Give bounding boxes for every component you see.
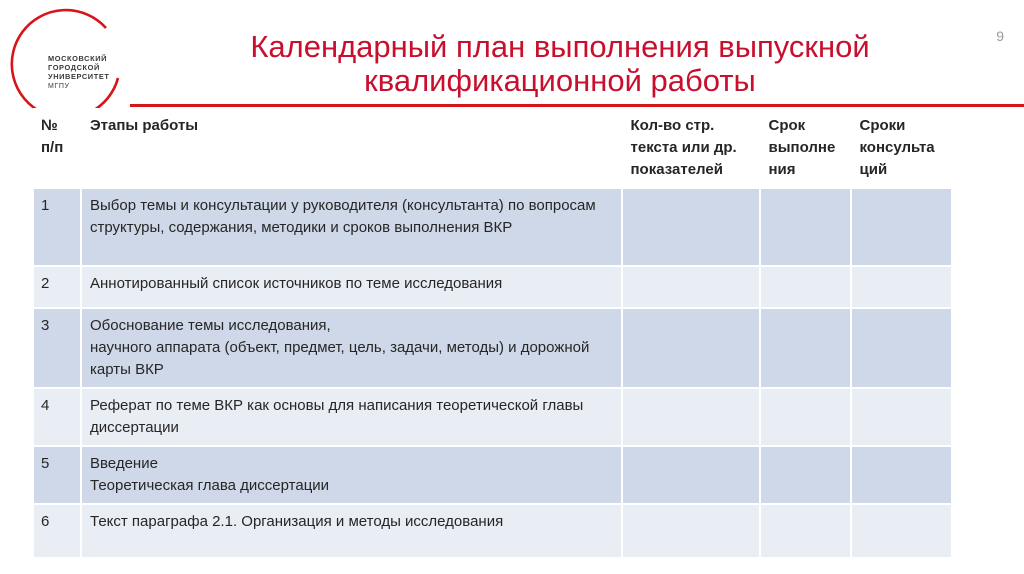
- row-deadline: [760, 266, 851, 308]
- row-stage-line: Обоснование темы исследования,: [90, 317, 331, 334]
- row-stage-line: Введение: [90, 455, 158, 472]
- row-num: 2: [33, 266, 81, 308]
- logo-line: МОСКОВСКИЙ: [48, 54, 108, 63]
- logo-line: МГПУ: [48, 82, 70, 90]
- row-deadline: [760, 446, 851, 504]
- row-consult: [851, 446, 952, 504]
- row-pages: [622, 188, 760, 266]
- row-stage: [81, 446, 622, 504]
- row-num: 6: [33, 504, 81, 558]
- title-divider: [130, 104, 1024, 107]
- table-row: [33, 188, 952, 266]
- row-consult: [851, 266, 952, 308]
- row-consult: [851, 504, 952, 558]
- page-number: 9: [996, 28, 1004, 44]
- header-consult: Сроки консульта ций: [851, 108, 952, 188]
- table-row: [33, 388, 952, 446]
- table-row: [33, 308, 952, 388]
- row-stage: Реферат по теме ВКР как основы для написания теоретической главы диссертации: [81, 388, 622, 446]
- table-header-row: [33, 108, 952, 188]
- header-pages: Кол-во стр. текста или др. показателей: [622, 108, 760, 188]
- row-stage: Выбор темы и консультации у руководителя (консультанта) по вопросам структуры, содержания, методики и сроков выполнения ВКР: [81, 188, 622, 266]
- row-pages: [622, 504, 760, 558]
- row-consult: [851, 188, 952, 266]
- row-num: 3: [33, 308, 81, 388]
- row-pages: [622, 266, 760, 308]
- row-consult: [851, 308, 952, 388]
- row-num: 1: [33, 188, 81, 266]
- header-deadline: Срок выполне ния: [760, 108, 851, 188]
- row-num: 5: [33, 446, 81, 504]
- title-line-1: Календарный план выполнения выпускной: [250, 29, 870, 64]
- header-num: № п/п: [33, 108, 81, 188]
- logo-line: УНИВЕРСИТЕТ: [48, 72, 110, 82]
- row-pages: [622, 308, 760, 388]
- row-pages: [622, 388, 760, 446]
- row-deadline: [760, 308, 851, 388]
- row-num: 4: [33, 388, 81, 446]
- header-stage: Этапы работы: [81, 108, 622, 188]
- title-line-2: квалификационной работы: [364, 63, 756, 98]
- table-row: [33, 504, 952, 558]
- row-consult: [851, 388, 952, 446]
- row-stage-line: научного аппарата (объект, предмет, цель, задачи, методы) и дорожной карты ВКР: [90, 339, 590, 378]
- row-stage: [81, 308, 622, 388]
- row-deadline: [760, 504, 851, 558]
- row-deadline: [760, 388, 851, 446]
- row-stage: Текст параграфа 2.1. Организация и методы исследования: [81, 504, 622, 558]
- row-pages: [622, 446, 760, 504]
- logo-line: ГОРОДСКОЙ: [48, 63, 100, 73]
- table-row: [33, 446, 952, 504]
- row-deadline: [760, 188, 851, 266]
- slide-title: [150, 30, 970, 98]
- row-stage: Аннотированный список источников по теме исследования: [81, 266, 622, 308]
- schedule-table: [32, 108, 953, 559]
- table-row: [33, 266, 952, 308]
- university-logo: [48, 54, 138, 91]
- row-stage-line: Теоретическая глава диссертации: [90, 477, 330, 494]
